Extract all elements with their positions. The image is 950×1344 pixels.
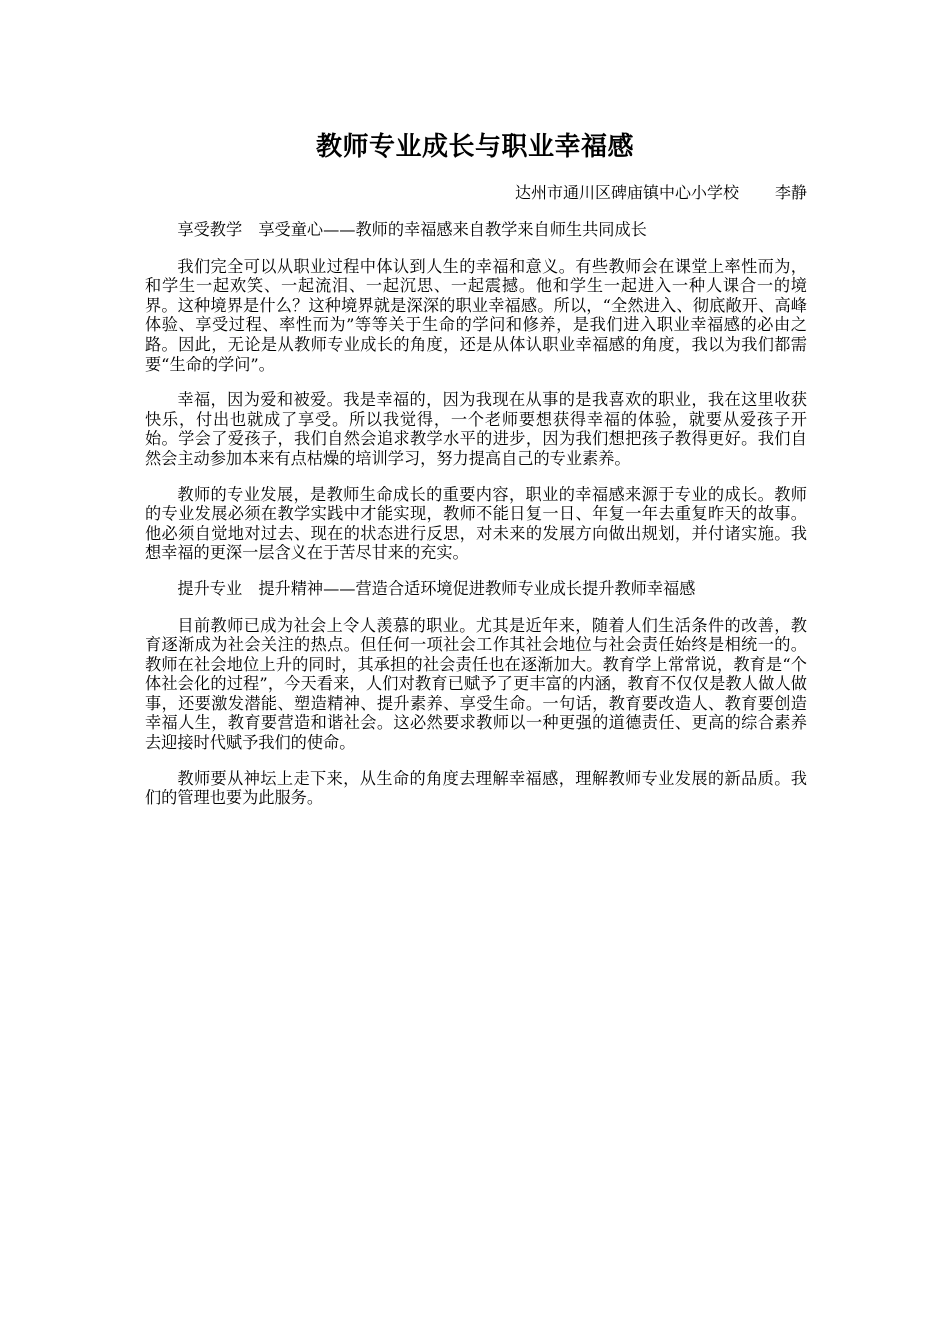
section-heading: 享受教学 享受童心——教师的幸福感来自教学来自师生共同成长 bbox=[177, 220, 647, 239]
body-paragraph: 我们完全可以从职业过程中体认到人生的幸福和意义。有些教师会在课堂上率性而为，和学生一起欢笑、一起流泪、一起沉思、一起震撼。他和学生一起进入一种人课合一的境界。这种境界是什么？这种境界就是深深的职业幸福感。所以，“全然进入、彻底敞开、高峰体验、享受过程、率性而为”等等关于生命的学问和修养，是我们进入职业幸福感的必由之路。因此，无论是从教师专业成长的角度，还是从体认职业幸福感的角度，我以为我们都需要“生命的学问”。 bbox=[145, 256, 807, 374]
author-line bbox=[515, 182, 807, 204]
school-name: 达州市通川区碑庙镇中心小学校 bbox=[514, 183, 739, 202]
document-body bbox=[145, 220, 807, 824]
body-paragraph: 幸福，因为爱和被爱。我是幸福的，因为我现在从事的是我喜欢的职业，我在这里收获快乐，付出也就成了享受。所以我觉得，一个老师要想获得幸福的体验，就要从爱孩子开始。学会了爱孩子，我们自然会追求教学水平的进步，因为我们想把孩子教得更好。我们自然会主动参加本来有点枯燥的培训学习，努力提高自己的专业素养。 bbox=[145, 390, 807, 468]
document-title: 教师专业成长与职业幸福感 bbox=[315, 132, 634, 162]
body-paragraph: 目前教师已成为社会上令人羡慕的职业。尤其是近年来，随着人们生活条件的改善，教育逐渐成为社会关注的热点。但任何一项社会工作其社会地位与社会责任始终是相统一的。教师在社会地位上升的同时，其承担的社会责任也在逐渐加大。教育学上常常说，教育是“个体社会化的过程”，今天看来，人们对教育已赋予了更丰富的内涵，教育不仅仅是教人做人做事，还要激发潜能、塑造精神、提升素养、享受生命。一句话，教育要改造人、教育要创造幸福人生，教育要营造和谐社会。这必然要求教师以一种更强的道德责任、更高的综合素养去迎接时代赋予我们的使命。 bbox=[145, 615, 807, 753]
body-paragraph: 教师的专业发展，是教师生命成长的重要内容，职业的幸福感来源于专业的成长。教师的专业发展必须在教学实践中才能实现，教师不能日复一日、年复一年去重复昨天的故事。他必须自觉地对过去、现在的状态进行反思，对未来的发展方向做出规划，并付诸实施。我想幸福的更深一层含义在于苦尽甘来的充实。 bbox=[145, 484, 807, 563]
section-heading: 提升专业 提升精神——营造合适环境促进教师专业成长提升教师幸福感 bbox=[177, 578, 696, 598]
body-paragraph: 教师要从神坛上走下来，从生命的角度去理解幸福感，理解教师专业发展的新品质。我们的管理也要为此服务。 bbox=[145, 768, 807, 808]
author-name: 李静 bbox=[774, 183, 807, 202]
